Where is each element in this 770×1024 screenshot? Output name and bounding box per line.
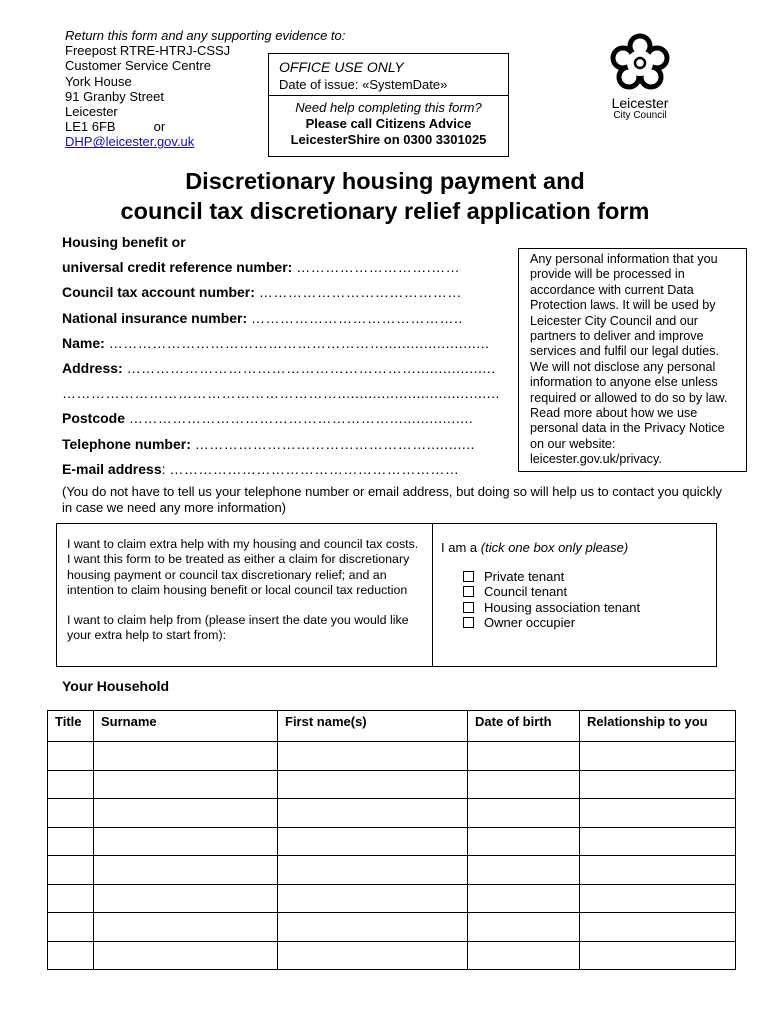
- help-line-1: Please call Citizens Advice: [305, 116, 472, 131]
- help-line-2: LeicesterShire on 0300 3301025: [290, 132, 487, 147]
- table-row: [48, 941, 736, 970]
- option-label: Housing association tenant: [484, 599, 641, 615]
- telephone-field[interactable]: Telephone number: …………………………………………...........: [62, 435, 476, 452]
- table-cell[interactable]: [278, 827, 468, 856]
- household-table: [47, 710, 736, 970]
- table-cell[interactable]: [48, 770, 94, 799]
- address-field[interactable]: Address: ……………………………………………………..................: [62, 359, 496, 376]
- option-council-tenant[interactable]: [463, 584, 640, 599]
- postcode-field[interactable]: Postcode ………………………………………………...................: [62, 410, 474, 427]
- claim-box: [56, 523, 717, 667]
- address-line: 91 Granby Street: [65, 88, 164, 104]
- table-cell[interactable]: [468, 742, 580, 771]
- applicant-details: [62, 232, 522, 484]
- iam-label: I am a: [441, 540, 478, 555]
- table-cell[interactable]: [468, 884, 580, 913]
- table-row: [48, 913, 736, 942]
- table-cell[interactable]: [468, 799, 580, 828]
- option-owner-occupier[interactable]: [463, 615, 640, 630]
- name-label: Name:: [62, 334, 105, 351]
- checkbox[interactable]: [463, 602, 474, 613]
- table-cell[interactable]: [48, 742, 94, 771]
- office-use-header: [269, 54, 508, 96]
- table-cell[interactable]: [468, 856, 580, 885]
- table-cell[interactable]: [94, 856, 278, 885]
- contact-note: (You do not have to tell us your telephone number or email address, but doing so will help us to contact you quickly in case we need any more information): [62, 484, 723, 515]
- table-row: [48, 742, 736, 771]
- address-line: Freepost RTRE-HTRJ-CSSJ: [65, 43, 231, 59]
- return-address-intro: Return this form and any supporting evidence to:: [65, 28, 346, 43]
- table-cell[interactable]: [580, 913, 736, 942]
- table-cell[interactable]: [278, 742, 468, 771]
- table-cell[interactable]: [94, 913, 278, 942]
- email-label: E-mail address: [62, 460, 162, 477]
- table-cell[interactable]: [580, 770, 736, 799]
- reference-number-field[interactable]: universal credit reference number: ……………………….……: [62, 259, 461, 276]
- telephone-label: Telephone number:: [62, 435, 191, 452]
- table-header-row: [48, 711, 736, 742]
- table-cell[interactable]: [94, 941, 278, 970]
- table-cell[interactable]: [468, 941, 580, 970]
- housing-benefit-label: Housing benefit or: [62, 234, 186, 250]
- table-cell[interactable]: [468, 913, 580, 942]
- iam-hint: (tick one box only please): [480, 540, 629, 555]
- logo-name: Leicester: [611, 95, 669, 111]
- form-title-line-2: council tax discretionary relief application form: [120, 198, 650, 224]
- table-cell[interactable]: [278, 856, 468, 885]
- household-heading: Your Household: [62, 678, 170, 694]
- column-header-title: Title: [48, 711, 94, 742]
- email-label-colon: :: [161, 460, 166, 477]
- ni-number-label: National insurance number:: [62, 309, 248, 326]
- checkbox[interactable]: [463, 586, 474, 597]
- council-tax-field[interactable]: Council tax account number: ……………………………………: [62, 284, 462, 301]
- privacy-notice: Any personal information that you provide will be processed in accordance with current Data Protection laws. It will be used by Leicester City Council and our partners to deliver and improve services and fulfil our legal duties. We will not disclose any personal information to anyone else unless required or allowed to do so by law. Read more about how we use personal data in the Privacy Notice on our website: leicester.gov.uk/privacy.: [518, 248, 747, 472]
- table-cell[interactable]: [48, 913, 94, 942]
- column-header-first-names: First name(s): [278, 711, 468, 742]
- column-header-surname: Surname: [94, 711, 278, 742]
- table-cell[interactable]: [94, 884, 278, 913]
- table-row: [48, 770, 736, 799]
- table-cell[interactable]: [580, 941, 736, 970]
- claim-statement: [57, 524, 433, 666]
- table-cell[interactable]: [278, 799, 468, 828]
- table-cell[interactable]: [48, 884, 94, 913]
- column-header-relationship: Relationship to you: [580, 711, 736, 742]
- reference-number-label: universal credit reference number:: [62, 259, 293, 276]
- table-cell[interactable]: [94, 742, 278, 771]
- table-cell[interactable]: [580, 884, 736, 913]
- table-cell[interactable]: [278, 770, 468, 799]
- table-cell[interactable]: [580, 799, 736, 828]
- table-cell[interactable]: [580, 827, 736, 856]
- help-contact: [269, 100, 508, 148]
- address-or: or: [153, 119, 166, 135]
- table-cell[interactable]: [94, 770, 278, 799]
- column-header-date-of-birth: Date of birth: [468, 711, 580, 742]
- address-label: Address:: [62, 359, 123, 376]
- logo-subtitle: City Council: [613, 110, 667, 121]
- email-link[interactable]: DHP@leicester.gov.uk: [65, 134, 195, 150]
- council-tax-label: Council tax account number:: [62, 284, 255, 301]
- ni-number-field[interactable]: National insurance number: ……………………………………..: [62, 309, 463, 326]
- table-cell[interactable]: [580, 856, 736, 885]
- address-line: York House: [65, 73, 132, 89]
- form-title: [0, 166, 770, 226]
- rose-icon: [608, 32, 672, 92]
- table-cell[interactable]: [278, 941, 468, 970]
- table-row: [48, 827, 736, 856]
- table-row: [48, 884, 736, 913]
- name-field[interactable]: Name: …………………………………………………........................: [62, 334, 490, 351]
- table-cell[interactable]: [48, 827, 94, 856]
- checkbox[interactable]: [463, 571, 474, 582]
- address-line: Customer Service Centre: [65, 58, 211, 74]
- checkbox[interactable]: [463, 617, 474, 628]
- claim-statement-text: I want to claim extra help with my housing and council tax costs. I want this form to be treated as either a claim for discretionary housing payment or council tax discretionary relief; and an intention to claim housing benefit or local council tax reduction: [67, 537, 419, 597]
- address-field-line-2[interactable]: ………………………………………………….....................................: [62, 385, 500, 402]
- office-use-box: [268, 53, 509, 157]
- address-postcode: LE1 6FB: [65, 119, 116, 135]
- option-label: Owner occupier: [484, 615, 576, 631]
- date-of-issue: Date of issue: «SystemDate»: [279, 77, 448, 92]
- table-cell[interactable]: [468, 827, 580, 856]
- table-cell[interactable]: [278, 884, 468, 913]
- table-row: [48, 799, 736, 828]
- table-row: [48, 856, 736, 885]
- form-title-line-1: Discretionary housing payment and: [185, 168, 585, 194]
- tenancy-type: [441, 540, 640, 631]
- option-label: Private tenant: [484, 569, 565, 584]
- address-line: Leicester: [65, 104, 118, 120]
- table-cell[interactable]: [48, 941, 94, 970]
- help-question: Need help completing this form?: [295, 100, 482, 115]
- postcode-label: Postcode: [62, 410, 126, 427]
- table-cell[interactable]: [580, 742, 736, 771]
- option-label: Council tenant: [484, 584, 568, 600]
- option-housing-association-tenant[interactable]: [463, 600, 640, 615]
- table-cell[interactable]: [278, 913, 468, 942]
- table-cell[interactable]: [94, 827, 278, 856]
- email-field[interactable]: E-mail address: ……………………………………………………: [62, 460, 460, 477]
- table-cell[interactable]: [48, 799, 94, 828]
- council-logo: [605, 32, 675, 121]
- table-cell[interactable]: [94, 799, 278, 828]
- table-cell[interactable]: [48, 856, 94, 885]
- table-cell[interactable]: [468, 770, 580, 799]
- option-private-tenant[interactable]: [463, 569, 640, 584]
- claim-start-date-prompt[interactable]: I want to claim help from (please insert the date you would like your extra help to start from):: [67, 613, 409, 643]
- office-use-title: OFFICE USE ONLY: [279, 59, 404, 75]
